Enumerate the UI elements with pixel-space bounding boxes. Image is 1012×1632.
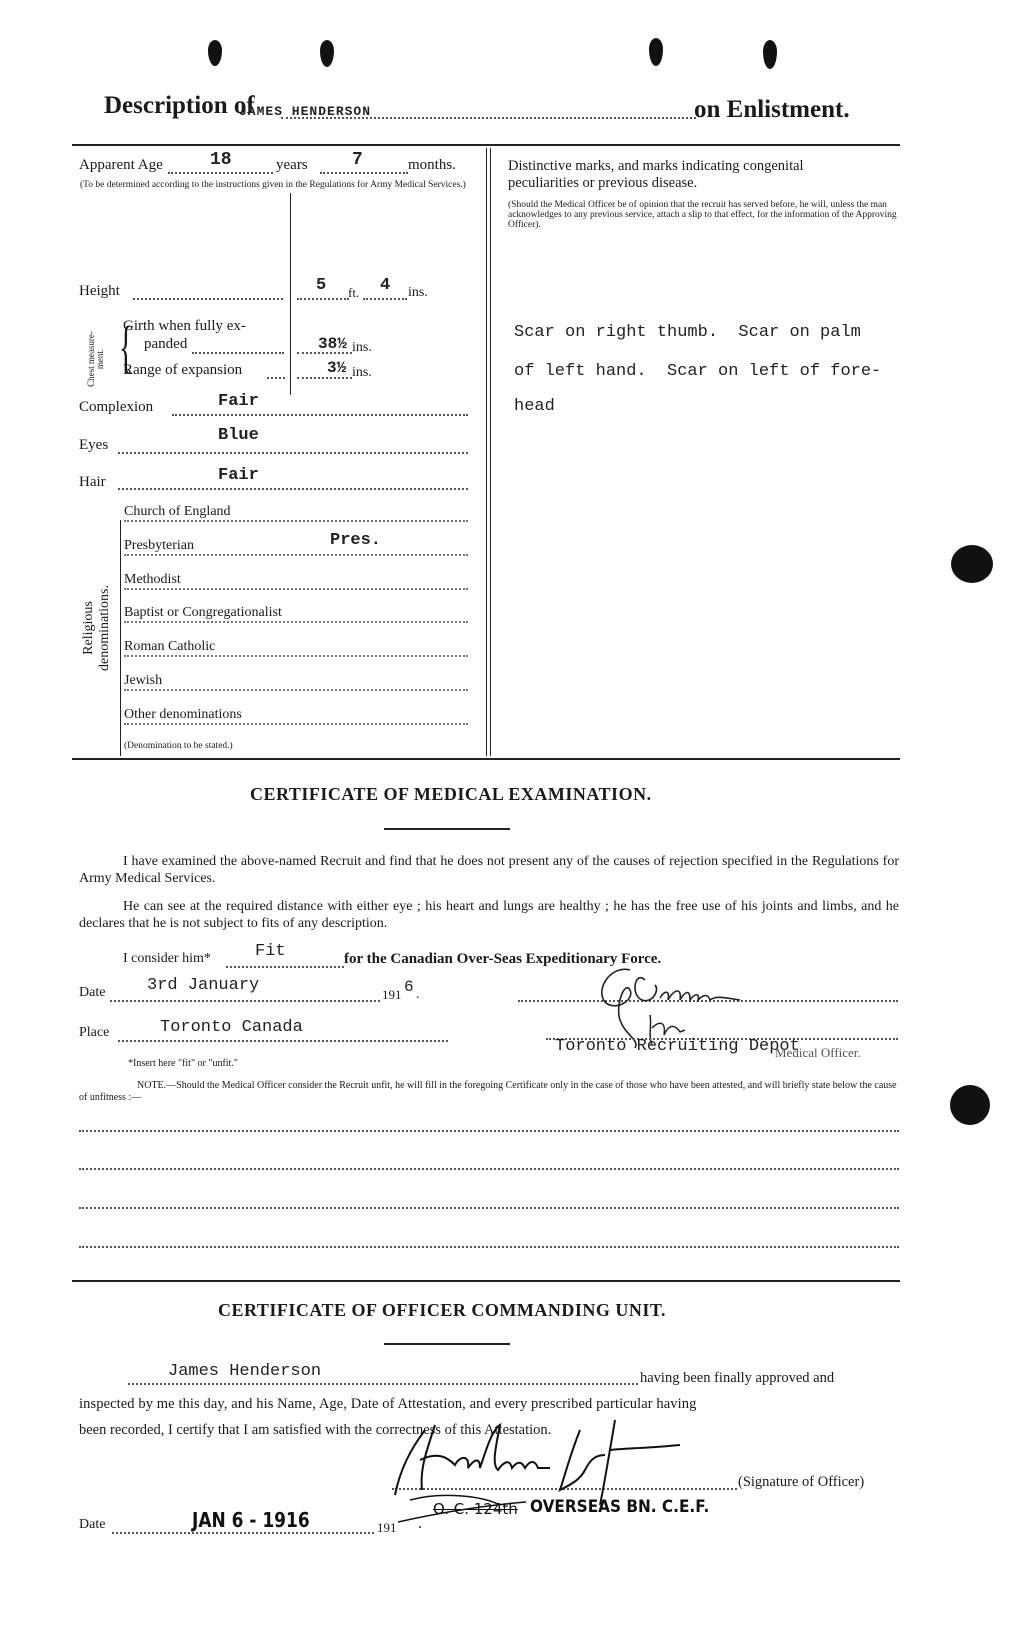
medical-officer-label: Medical Officer. bbox=[775, 1045, 861, 1060]
binder-hole-mark bbox=[320, 40, 334, 67]
signature-of-officer-label: (Signature of Officer) bbox=[738, 1474, 865, 1490]
religion-group-line1: Religious bbox=[81, 601, 96, 655]
medical-para1: I have examined the above-named Recruit and find that he does not present any of the causes of rejection specified in the Regulations for Army Medical Services. bbox=[79, 854, 899, 886]
medical-year-digit: 6 bbox=[404, 978, 414, 996]
height-label-line bbox=[133, 298, 283, 300]
range-value-line bbox=[297, 377, 352, 379]
range-ins-label: ins. bbox=[352, 365, 372, 380]
height-ins-label: ins. bbox=[408, 285, 428, 300]
months-label: months. bbox=[408, 157, 456, 173]
girth-label-line2: panded bbox=[144, 336, 188, 352]
unfit-note: NOTE.—Should the Medical Officer consider the Recruit unfit, he will fill in the foregoing Certificate only in the case of those who have been attested, and will briefly state below the cause of unfitness :— bbox=[79, 1080, 897, 1103]
religion-item-line bbox=[124, 520, 468, 522]
religion-item-line bbox=[124, 723, 468, 725]
commanding-name-line bbox=[128, 1383, 638, 1385]
commanding-name-value: James Henderson bbox=[168, 1362, 322, 1381]
consider-line bbox=[226, 966, 344, 968]
place-line bbox=[118, 1040, 448, 1042]
religion-item-label: Other denominations bbox=[124, 707, 242, 722]
age-years-value: 18 bbox=[210, 150, 232, 170]
complexion-line bbox=[172, 414, 468, 416]
height-ins-value: 4 bbox=[380, 276, 391, 295]
range-label: Range of expansion bbox=[123, 362, 243, 378]
eyes-label: Eyes bbox=[79, 437, 109, 453]
medical-year-prefix: 191 bbox=[382, 987, 402, 1002]
unit-stamp: OVERSEAS BN. C.E.F. bbox=[530, 1497, 710, 1517]
marks-line3: head bbox=[514, 397, 555, 416]
eyes-line bbox=[118, 452, 468, 454]
consider-prefix: I consider him* bbox=[123, 951, 211, 966]
complexion-label: Complexion bbox=[79, 399, 154, 415]
religion-item-line bbox=[124, 621, 468, 623]
commanding-text-line2: inspected by me this day, and his Name, Age, Date of Attestation, and every prescribed particular having bbox=[79, 1396, 697, 1412]
eyes-value: Blue bbox=[218, 426, 259, 445]
binder-hole-mark bbox=[763, 40, 777, 69]
column-divider bbox=[490, 148, 491, 756]
medical-date-label: Date bbox=[79, 985, 106, 1000]
girth-label-line bbox=[192, 352, 284, 354]
medical-date-line bbox=[110, 1000, 380, 1002]
insert-note: *Insert here "fit" or "unfit." bbox=[128, 1058, 238, 1069]
religion-group-line2: denominations. bbox=[97, 585, 112, 671]
marks-note: (Should the Medical Officer be of opinion that the recruit has served before, he will, unless the man acknowledges to any previous service, attach a slip to that effect, for the information of the Approving Officer). bbox=[508, 200, 897, 230]
religion-other-note: (Denomination to be stated.) bbox=[124, 741, 233, 751]
religion-item-label: Roman Catholic bbox=[124, 639, 216, 654]
ft-label: ft. bbox=[348, 285, 360, 300]
binder-hole-mark bbox=[208, 40, 222, 66]
height-ft-value: 5 bbox=[316, 276, 327, 295]
commanding-text-after-name: having been finally approved and bbox=[640, 1370, 835, 1386]
religion-item-line bbox=[124, 588, 468, 590]
section-rule bbox=[72, 1280, 900, 1282]
header-name: JAMES HENDERSON bbox=[239, 104, 372, 119]
age-months-value: 7 bbox=[352, 150, 363, 170]
chest-measurement-label bbox=[72, 330, 120, 387]
chest-brace: { bbox=[118, 314, 133, 379]
height-ins-line bbox=[363, 298, 407, 300]
commanding-date-line bbox=[112, 1532, 374, 1534]
commanding-year-prefix: 191 bbox=[377, 1520, 397, 1535]
header-suffix: on Enlistment. bbox=[694, 96, 850, 123]
religion-item-label: Baptist or Congregationalist bbox=[124, 605, 282, 620]
commanding-text-line3: been recorded, I certify that I am satisfied with the correctness of this Attestation. bbox=[79, 1422, 552, 1438]
header-rule bbox=[72, 144, 900, 146]
chest-label-text: Chest measure-ment. bbox=[86, 331, 105, 387]
header-prefix: Description of bbox=[104, 92, 255, 119]
age-years-line bbox=[168, 172, 273, 174]
hair-line bbox=[118, 488, 468, 490]
consider-suffix: for the Canadian Over-Seas Expeditionary Force. bbox=[344, 951, 662, 967]
height-label: Height bbox=[79, 283, 120, 299]
religion-group-text bbox=[81, 563, 113, 693]
religion-brace bbox=[120, 520, 121, 756]
section-rule bbox=[72, 758, 900, 760]
religion-item-label: Jewish bbox=[124, 673, 163, 688]
commanding-year-period: . bbox=[418, 1515, 422, 1532]
age-note: (To be determined according to the instructions given in the Regulations for Army Medical Services.) bbox=[80, 180, 466, 190]
medical-para2: He can see at the required distance with either eye ; his heart and lungs are healthy ; he has the free use of his joints and limbs, and he declares that he is not subject to fits of any description. bbox=[79, 899, 899, 931]
religion-item-line bbox=[124, 655, 468, 657]
place-value: Toronto Canada bbox=[160, 1018, 303, 1037]
column-divider bbox=[486, 148, 487, 756]
commanding-title-underline bbox=[384, 1343, 510, 1345]
medical-title-underline bbox=[384, 828, 510, 830]
column-divider bbox=[290, 193, 291, 395]
commanding-date-stamp: JAN 6 - 1916 bbox=[192, 1508, 310, 1532]
girth-value: 38½ bbox=[318, 335, 347, 353]
hair-value: Fair bbox=[218, 466, 259, 485]
place-label: Place bbox=[79, 1025, 110, 1040]
medical-officer-stamp: Toronto Recruiting Depot bbox=[555, 1037, 800, 1056]
officer-signature bbox=[380, 1410, 740, 1510]
range-label-line bbox=[267, 377, 285, 379]
punch-hole-mark bbox=[950, 1085, 990, 1125]
apparent-age-label: Apparent Age bbox=[79, 157, 163, 173]
hair-label: Hair bbox=[79, 474, 106, 490]
complexion-value: Fair bbox=[218, 392, 259, 411]
unfitness-line bbox=[79, 1207, 899, 1209]
religion-item-label: Presbyterian bbox=[124, 538, 194, 553]
consider-value: Fit bbox=[255, 942, 286, 961]
medical-year-period: . bbox=[416, 987, 420, 1002]
age-months-line bbox=[320, 172, 408, 174]
unfitness-line bbox=[79, 1246, 899, 1248]
girth-label-line1: Girth when fully ex- bbox=[123, 318, 246, 334]
medical-title: CERTIFICATE OF MEDICAL EXAMINATION. bbox=[250, 784, 652, 804]
unfitness-line bbox=[79, 1130, 899, 1132]
marks-line1: Scar on right thumb. Scar on palm bbox=[514, 323, 861, 342]
religion-item-label: Church of England bbox=[124, 504, 231, 519]
religion-item-line bbox=[124, 554, 468, 556]
unit-stamp-struck: O. C. 124th bbox=[433, 1500, 518, 1518]
marks-heading-line1: Distinctive marks, and marks indicating congenital bbox=[508, 158, 804, 174]
religion-item-line bbox=[124, 689, 468, 691]
commanding-date-label: Date bbox=[79, 1517, 106, 1532]
punch-hole-mark bbox=[951, 545, 993, 583]
range-value: 3½ bbox=[327, 359, 347, 377]
stamp-strike-line bbox=[398, 1498, 528, 1528]
unfitness-line bbox=[79, 1168, 899, 1170]
girth-ins-label: ins. bbox=[352, 340, 372, 355]
religion-item-value: Pres. bbox=[330, 531, 382, 550]
medical-date-value: 3rd January bbox=[147, 976, 260, 995]
binder-hole-mark bbox=[649, 38, 663, 66]
religion-item-label: Methodist bbox=[124, 572, 181, 587]
commanding-title: CERTIFICATE OF OFFICER COMMANDING UNIT. bbox=[218, 1300, 667, 1320]
marks-heading-line2: peculiarities or previous disease. bbox=[508, 175, 698, 191]
years-label: years bbox=[276, 157, 308, 173]
marks-line2: of left hand. Scar on left of fore- bbox=[514, 362, 882, 381]
height-ft-line bbox=[297, 298, 349, 300]
